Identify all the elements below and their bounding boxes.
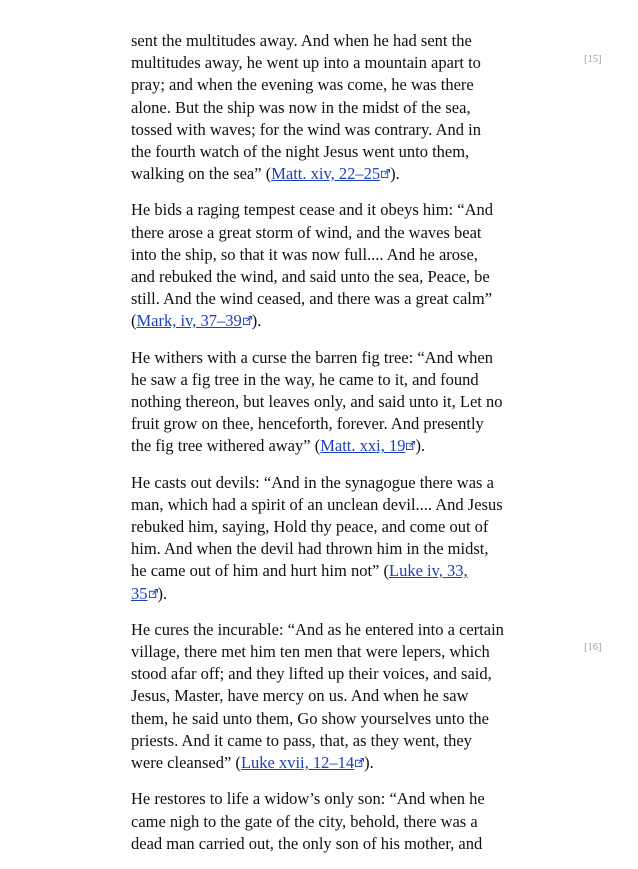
text-fragment: ). — [251, 311, 262, 331]
text-line: He cures the incurable: “And as he entered into a certain — [131, 619, 504, 639]
paragraph — [131, 472, 511, 605]
scripture-reference-link[interactable] — [389, 561, 468, 580]
text-line: sent the multitudes away. And when he had sent the — [131, 31, 472, 50]
text-line: came nigh to the gate of the city, behold, there was a — [131, 811, 478, 831]
text-line: He withers with a curse the barren fig tree: “And when — [131, 347, 493, 367]
text-fragment: the fig tree withered away” ( — [131, 436, 321, 456]
text-line: He casts out devils: “And in the synagogue there was a — [131, 472, 494, 492]
text-line — [131, 163, 511, 185]
external-link-icon — [381, 169, 390, 178]
text-line: them, he said unto them, Go show yourselves unto the — [131, 708, 489, 728]
page-number-16: [16] — [584, 642, 602, 653]
text-line: alone. But the ship was now in the midst of the sea, — [131, 97, 471, 117]
text-line: man, which had a spirit of an unclean devil.... And Jesus — [131, 494, 503, 514]
reference-text: Mark, iv, 37–39 — [136, 311, 242, 331]
text-line — [131, 435, 511, 457]
text-line — [131, 560, 511, 582]
text-fragment: ). — [390, 164, 400, 184]
text-line: Jesus, Master, have mercy on us. And when he saw — [131, 686, 469, 706]
text-fragment: walking on the sea” ( — [131, 164, 272, 184]
paragraph — [131, 199, 511, 332]
paragraph — [131, 619, 511, 774]
text-line — [131, 310, 511, 332]
text-line: pray; and when the evening was come, he was there — [131, 75, 474, 95]
text-line: He restores to life a widow’s only son: “And when he — [131, 789, 485, 809]
scripture-reference-link-continued[interactable] — [131, 584, 158, 603]
text-line: priests. And it came to pass, that, as they went, they — [131, 730, 472, 750]
text-line: he saw a fig tree in the way, he came to it, and found — [131, 369, 479, 389]
reference-text: Matt. xxi, 19 — [320, 436, 406, 456]
text-line: multitudes away, he went up into a mountain apart to — [131, 53, 481, 73]
text-line: village, there met him ten men that were lepers, which — [131, 642, 490, 662]
text-line: still. And the wind ceased, and there was a great calm” — [131, 289, 493, 309]
document-body — [131, 30, 511, 869]
text-line: and rebuked the wind, and said unto the sea, Peace, be — [131, 267, 490, 287]
paragraph — [131, 30, 511, 185]
text-line: into the ship, so that it was now full.... And he arose, — [131, 244, 478, 264]
external-link-icon — [149, 589, 158, 598]
text-line: the fourth watch of the night Jesus went unto them, — [131, 142, 470, 162]
text-fragment: ). — [157, 583, 168, 603]
paragraph — [131, 788, 511, 855]
scripture-reference-link[interactable] — [320, 436, 415, 455]
reference-text: Luke iv, 33, — [388, 561, 468, 581]
text-fragment: ( — [131, 311, 137, 331]
text-line — [131, 583, 511, 605]
text-line: dead man carried out, the only son of his mother, and — [131, 833, 483, 853]
scripture-reference-link[interactable] — [271, 164, 390, 183]
external-link-icon — [355, 758, 364, 767]
text-line: tossed with waves; for the wind was contrary. And in — [131, 119, 481, 139]
scripture-reference-link[interactable] — [241, 753, 364, 772]
text-line: rebuked him, saying, Hold thy peace, and come out of — [131, 517, 489, 537]
paragraph — [131, 347, 511, 458]
external-link-icon — [243, 316, 252, 325]
text-line: fruit grow on thee, henceforth, forever. And presently — [131, 414, 484, 434]
text-line: He bids a raging tempest cease and it obeys him: “And — [131, 200, 493, 220]
text-line: stood afar off; and they lifted up their voices, and said, — [131, 664, 492, 684]
text-fragment: he came out of him and hurt him not” ( — [131, 561, 389, 581]
text-fragment: were cleansed” ( — [131, 753, 241, 773]
reference-text: Matt. xiv, 22–25 — [271, 164, 381, 184]
text-fragment: ). — [415, 436, 426, 456]
text-fragment: ). — [364, 753, 374, 773]
text-line — [131, 752, 511, 774]
text-line: him. And when the devil had thrown him in the midst, — [131, 539, 489, 559]
text-line: nothing thereon, but leaves only, and said unto it, Let no — [131, 392, 503, 412]
reference-text: Luke xvii, 12–14 — [240, 753, 355, 773]
reference-text: 35 — [131, 583, 148, 603]
page-number-15: [15] — [584, 54, 602, 65]
text-line: there arose a great storm of wind, and the waves beat — [131, 222, 482, 242]
scripture-reference-link[interactable] — [137, 311, 252, 330]
